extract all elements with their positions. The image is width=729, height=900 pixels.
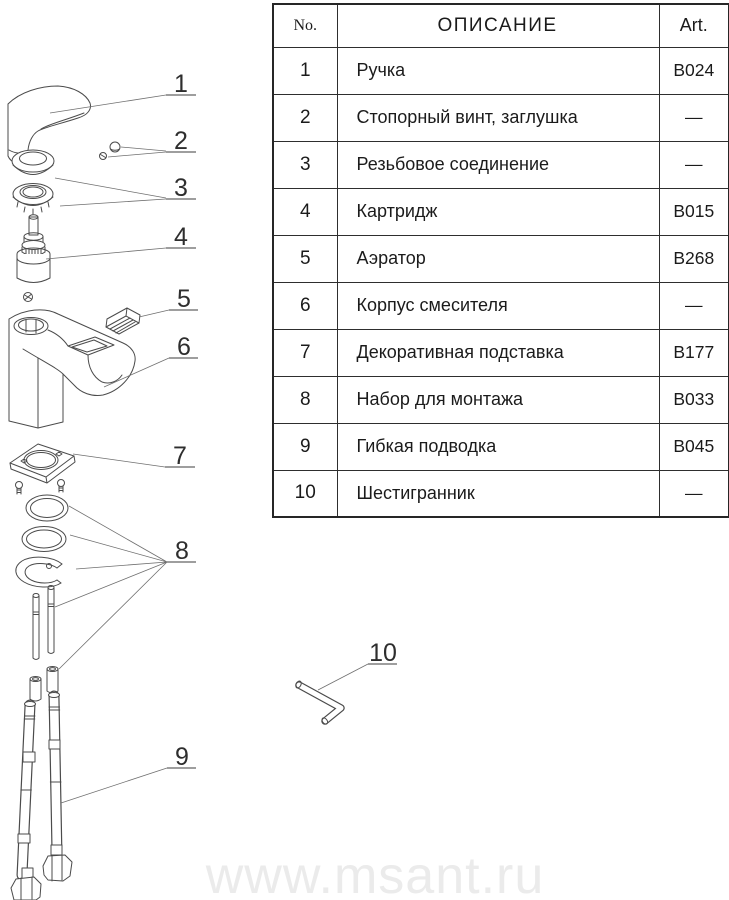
callout-10: 10 <box>369 639 397 667</box>
row-7-description: Декоративная подставка <box>337 329 659 376</box>
part-cartridge <box>17 215 50 283</box>
row-3-no: 3 <box>273 141 337 188</box>
row-9-art: B045 <box>659 423 729 470</box>
row-1-art: B024 <box>659 47 729 94</box>
row-1-description: Ручка <box>337 47 659 94</box>
row-10-no: 10 <box>273 470 337 517</box>
row-2-art: — <box>659 94 729 141</box>
table-row <box>273 470 729 517</box>
table-row <box>273 94 729 141</box>
row-4-no: 4 <box>273 188 337 235</box>
row-6-description: Корпус смесителя <box>337 282 659 329</box>
callout-4: 4 <box>174 223 188 251</box>
part-threaded-rings <box>12 150 54 214</box>
callout-3: 3 <box>174 174 188 202</box>
site-watermark: www.msant.ru <box>205 847 545 900</box>
part-mixer-body <box>9 293 135 429</box>
row-6-art: — <box>659 282 729 329</box>
row-5-no: 5 <box>273 235 337 282</box>
table-row <box>273 329 729 376</box>
parts-table <box>272 3 729 518</box>
table-row <box>273 47 729 94</box>
row-1-no: 1 <box>273 47 337 94</box>
row-3-description: Резьбовое соединение <box>337 141 659 188</box>
row-5-description: Аэратор <box>337 235 659 282</box>
table-row <box>273 423 729 470</box>
row-4-description: Картридж <box>337 188 659 235</box>
part-handle <box>8 86 91 163</box>
table-row <box>273 188 729 235</box>
row-4-art: B015 <box>659 188 729 235</box>
row-8-no: 8 <box>273 376 337 423</box>
row-8-art: B033 <box>659 376 729 423</box>
part-base-plate <box>10 444 75 483</box>
row-9-no: 9 <box>273 423 337 470</box>
callout-9: 9 <box>175 743 189 771</box>
callout-6: 6 <box>177 333 191 361</box>
row-9-description: Гибкая подводка <box>337 423 659 470</box>
part-hex-key <box>295 680 341 725</box>
part-aerator <box>106 308 140 334</box>
row-5-art: B268 <box>659 235 729 282</box>
row-10-art: — <box>659 470 729 517</box>
row-2-no: 2 <box>273 94 337 141</box>
header-description: ОПИСАНИЕ <box>337 4 659 47</box>
row-2-description: Стопорный винт, заглушка <box>337 94 659 141</box>
table-row <box>273 376 729 423</box>
row-8-description: Набор для монтажа <box>337 376 659 423</box>
callout-8: 8 <box>175 537 189 565</box>
table-row <box>273 141 729 188</box>
row-10-description: Шестигранник <box>337 470 659 517</box>
part-flexible-hoses <box>11 693 72 900</box>
table-row <box>273 282 729 329</box>
callout-7: 7 <box>173 442 187 470</box>
row-3-art: — <box>659 141 729 188</box>
callout-5: 5 <box>177 285 191 313</box>
row-7-no: 7 <box>273 329 337 376</box>
table-header-row <box>273 4 729 47</box>
table-row <box>273 235 729 282</box>
callout-1: 1 <box>174 70 188 98</box>
header-art: Art. <box>659 4 729 47</box>
row-7-art: B177 <box>659 329 729 376</box>
callout-2: 2 <box>174 127 188 155</box>
header-no: No. <box>273 4 337 47</box>
row-6-no: 6 <box>273 282 337 329</box>
